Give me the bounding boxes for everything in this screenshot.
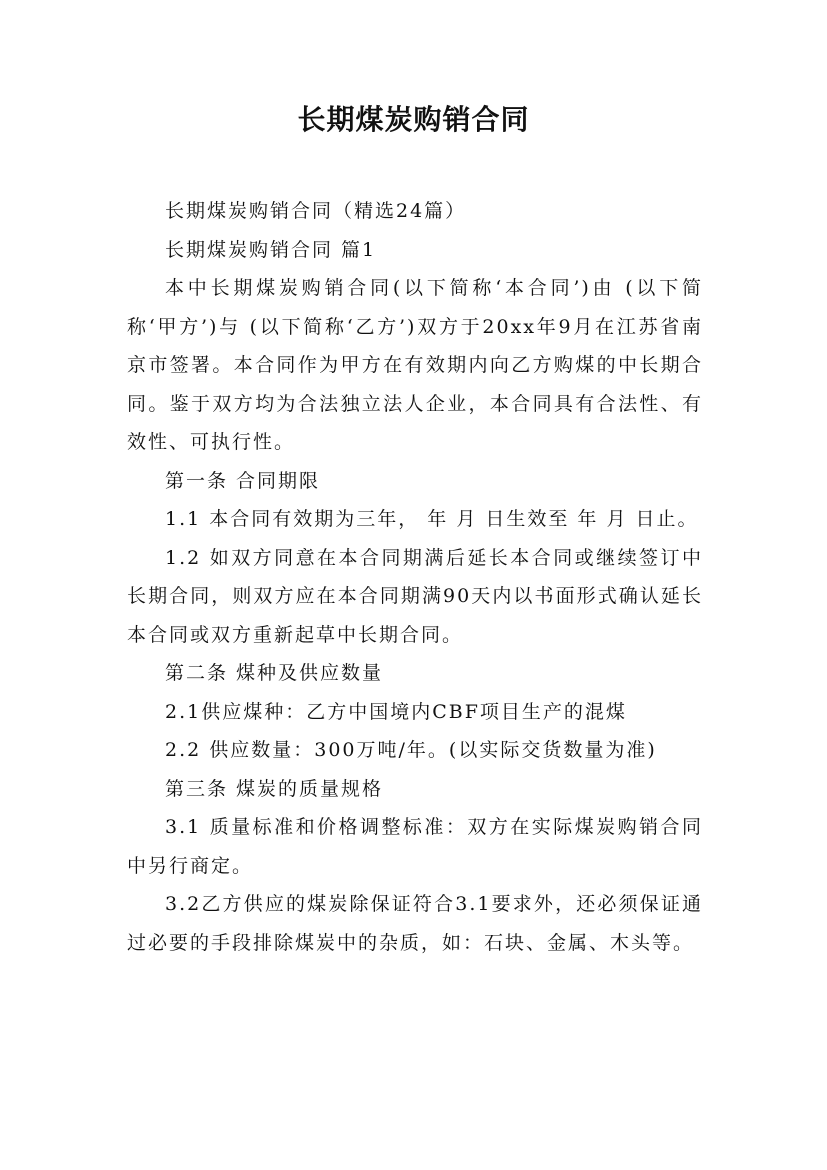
article-3-heading: 第三条 煤炭的质量规格	[165, 777, 384, 800]
article-1-heading: 第一条 合同期限	[165, 469, 321, 492]
article-2-heading: 第二条 煤种及供应数量	[165, 662, 384, 684]
document-title: 长期煤炭购销合同	[297, 103, 530, 136]
clause-2-1: 2.1供应煤种：乙方中国境内CBF项目生产的混煤	[165, 700, 627, 723]
clause-2-2: 2.2 供应数量：300万吨/年。(以实际交货数量为准)	[165, 739, 657, 761]
paragraph-subtitle: 长期煤炭购销合同（精选24篇）	[165, 200, 467, 222]
clause-3-2: 3.2乙方供应的煤炭除保证符合3.1要求外，还必须保证通过必要的手段排除煤炭中的杂质，如：石块、金属、木头等。	[127, 893, 703, 954]
paragraph-preamble: 本中长期煤炭购销合同(以下简称‘本合同’)由 (以下简称‘甲方’)与 (以下简称‘乙方’)双方于20xx年9月在江苏省南京市签署。本合同作为甲方在有效期内向乙方购煤的中长期合同。鉴于双方均为合法独立法人企业，本合同具有合法性、有效性、可执行性。	[127, 277, 703, 453]
clause-1-2: 1.2 如双方同意在本合同期满后延长本合同或继续签订中长期合同，则双方应在本合同期满90天内以书面形式确认延长本合同或双方重新起草中长期合同。	[127, 546, 703, 646]
document-body	[127, 192, 703, 962]
clause-1-1: 1.1 本合同有效期为三年， 年 月 日生效至 年 月 日止。	[165, 508, 699, 530]
clause-3-1: 3.1 质量标准和价格调整标准：双方在实际煤炭购销合同中另行商定。	[127, 816, 703, 877]
paragraph-section-heading: 长期煤炭购销合同 篇1	[165, 238, 377, 261]
